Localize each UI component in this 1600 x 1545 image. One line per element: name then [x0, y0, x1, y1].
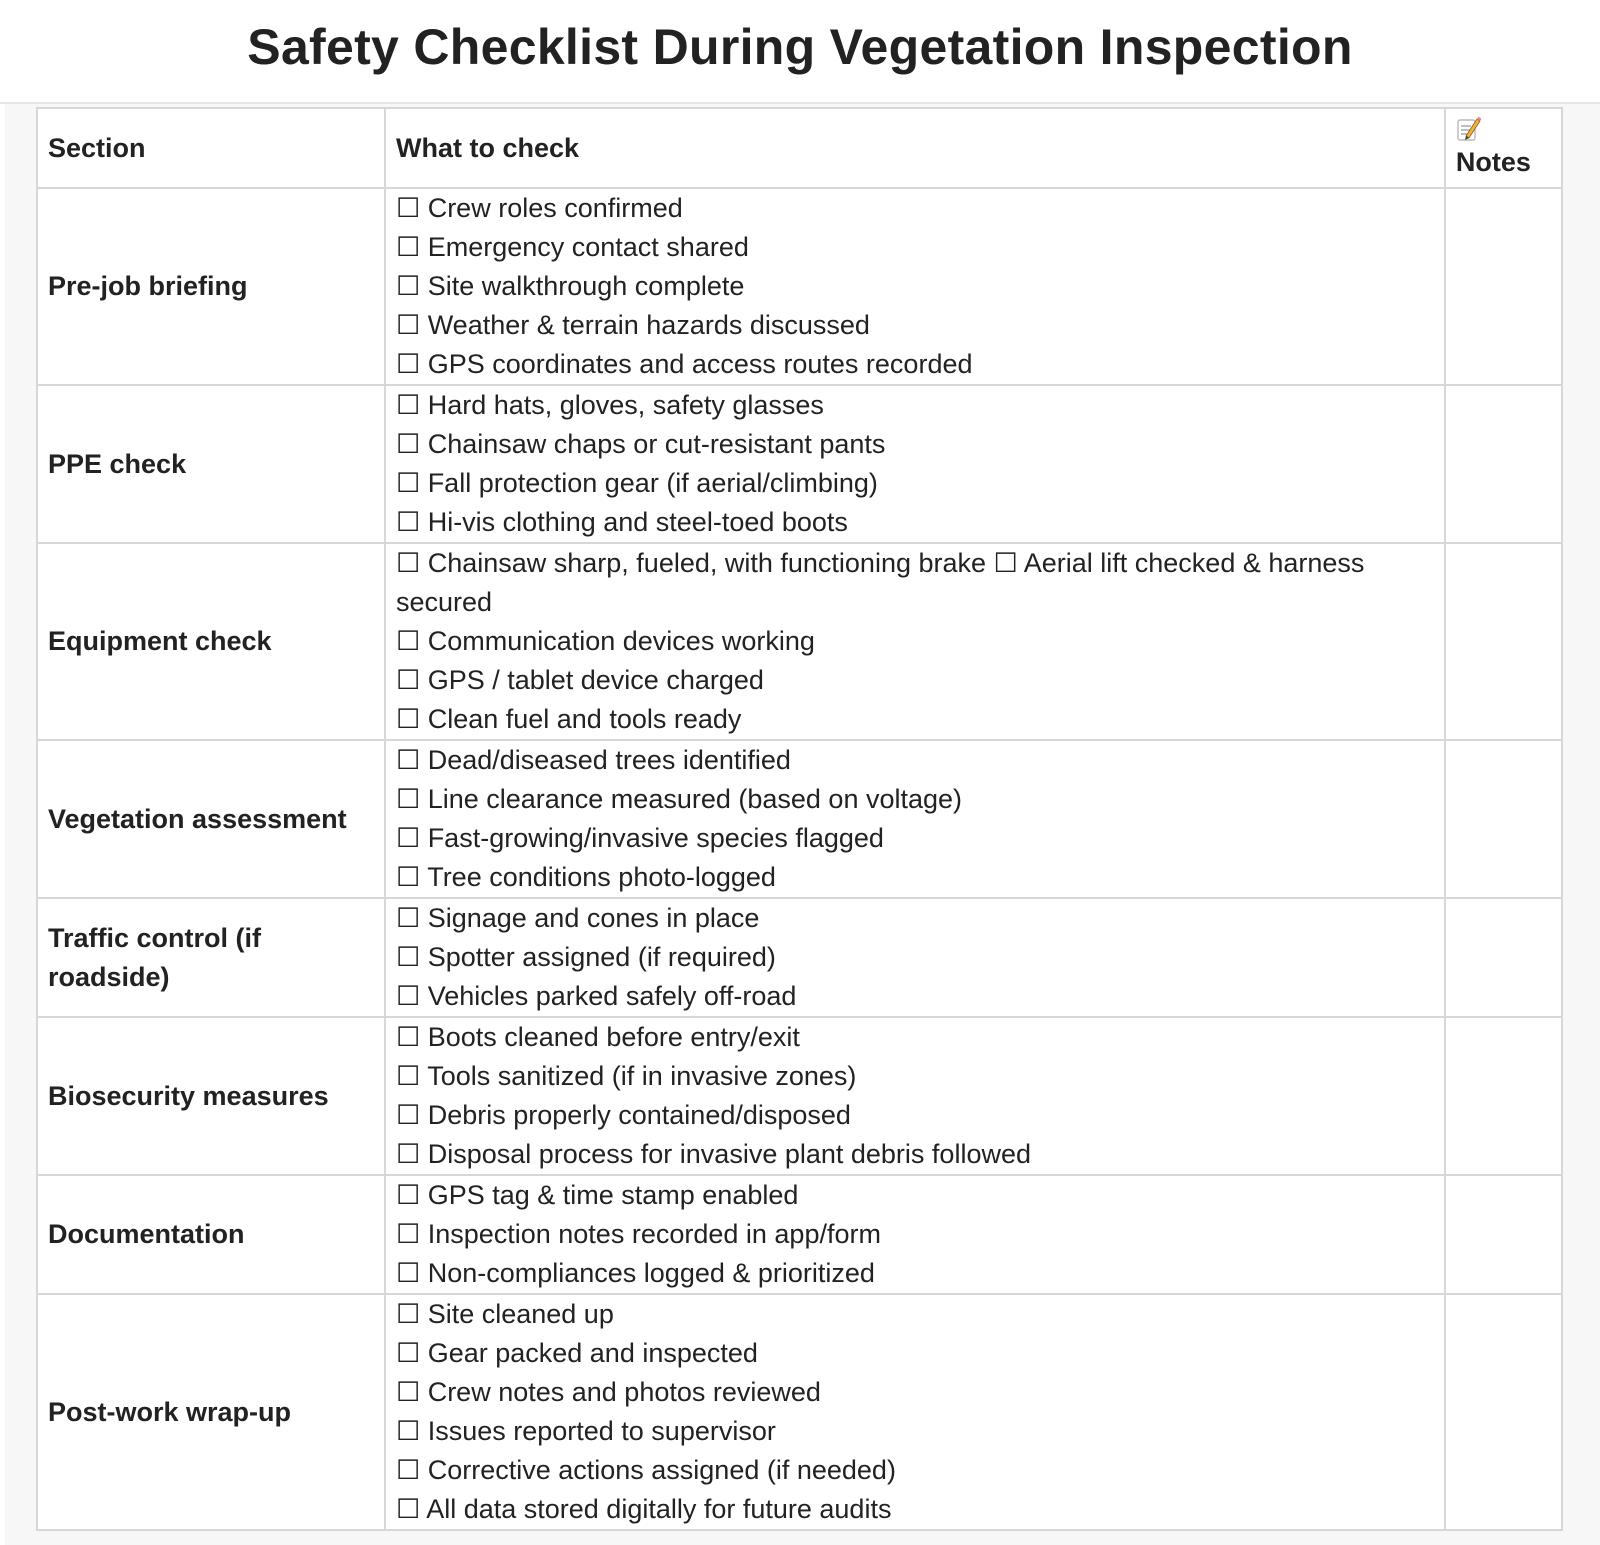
- title-bar: [0, 0, 1600, 104]
- checklist-item[interactable]: ☐ Boots cleaned before entry/exit: [395, 1022, 800, 1052]
- checklist-item[interactable]: ☐ Tools sanitized (if in invasive zones): [395, 1061, 857, 1091]
- checklist-item[interactable]: ☐ GPS coordinates and access routes recorded: [395, 349, 973, 379]
- checklist-item[interactable]: ☐ Chainsaw chaps or cut-resistant pants: [395, 429, 886, 459]
- table-row: [37, 1017, 1562, 1175]
- notes-cell[interactable]: [1445, 385, 1562, 543]
- checklist-item[interactable]: ☐ Spotter assigned (if required): [395, 942, 776, 972]
- notes-column-header: [1445, 108, 1562, 188]
- section-cell: Traffic control (if roadside): [37, 898, 385, 1017]
- table-row: [37, 740, 1562, 898]
- table-row: [37, 898, 1562, 1017]
- notes-cell[interactable]: [1445, 898, 1562, 1017]
- table-header-row: [37, 108, 1562, 188]
- notes-cell[interactable]: [1445, 740, 1562, 898]
- checklist-item[interactable]: ☐ All data stored digitally for future audits: [395, 1494, 892, 1524]
- checklist-item[interactable]: ☐ Crew notes and photos reviewed: [395, 1377, 821, 1407]
- notes-cell[interactable]: [1445, 1017, 1562, 1175]
- checklist-item[interactable]: ☐ GPS tag & time stamp enabled: [395, 1180, 799, 1210]
- checklist-item[interactable]: ☐ Crew roles confirmed: [395, 193, 683, 223]
- checklist-item[interactable]: ☐ Debris properly contained/disposed: [395, 1100, 851, 1130]
- checklist-item[interactable]: ☐ GPS / tablet device charged: [395, 665, 764, 695]
- table-row: [37, 385, 1562, 543]
- checklist-item[interactable]: ☐ Disposal process for invasive plant debris followed: [395, 1139, 1031, 1169]
- checklist-item[interactable]: ☐ Emergency contact shared: [395, 232, 749, 262]
- check-items-cell: [385, 898, 1445, 1017]
- checklist-item[interactable]: ☐ Hard hats, gloves, safety glasses: [395, 390, 824, 420]
- table-row: [37, 1294, 1562, 1530]
- table-row: [37, 1175, 1562, 1294]
- safety-checklist-table: [36, 107, 1563, 1531]
- check-items-cell: [385, 543, 1445, 740]
- checklist-item[interactable]: ☐ Hi-vis clothing and steel-toed boots: [395, 507, 848, 537]
- notes-cell[interactable]: [1445, 543, 1562, 740]
- notes-cell[interactable]: [1445, 1175, 1562, 1294]
- checklist-item[interactable]: ☐ Fast-growing/invasive species flagged: [395, 823, 884, 853]
- section-cell: Post-work wrap-up: [37, 1294, 385, 1530]
- check-items-cell: [385, 1017, 1445, 1175]
- check-items-cell: [385, 740, 1445, 898]
- checklist-item[interactable]: ☐ Line clearance measured (based on voltage): [395, 784, 963, 814]
- notes-header-label: Notes: [1455, 147, 1531, 177]
- checklist-item[interactable]: ☐ Vehicles parked safely off-road: [395, 981, 797, 1011]
- section-cell: Pre-job briefing: [37, 188, 385, 385]
- section-cell: Equipment check: [37, 543, 385, 740]
- document-sheet: [5, 104, 1600, 1545]
- checklist-item[interactable]: ☐ Communication devices working: [395, 626, 815, 656]
- checklist-item[interactable]: ☐ Inspection notes recorded in app/form: [395, 1219, 881, 1249]
- check-items-cell: [385, 385, 1445, 543]
- checklist-item[interactable]: ☐ Site cleaned up: [395, 1299, 614, 1329]
- checklist-item[interactable]: ☐ Chainsaw sharp, fueled, with functioning brake ☐ Aerial lift checked & harness secured: [395, 548, 1365, 617]
- section-cell: Documentation: [37, 1175, 385, 1294]
- section-cell: Biosecurity measures: [37, 1017, 385, 1175]
- page-title: Safety Checklist During Vegetation Inspection: [247, 19, 1353, 75]
- checklist-item[interactable]: ☐ Tree conditions photo-logged: [395, 862, 776, 892]
- check-items-cell: [385, 1175, 1445, 1294]
- check-items-cell: [385, 1294, 1445, 1530]
- checklist-item[interactable]: ☐ Clean fuel and tools ready: [395, 704, 742, 734]
- checklist-item[interactable]: ☐ Fall protection gear (if aerial/climbing): [395, 468, 878, 498]
- what-to-check-column-header: What to check: [385, 108, 1445, 188]
- checklist-item[interactable]: ☐ Issues reported to supervisor: [395, 1416, 776, 1446]
- memo-icon: [1456, 115, 1482, 143]
- notes-cell[interactable]: [1445, 188, 1562, 385]
- section-column-header: Section: [37, 108, 385, 188]
- checklist-item[interactable]: ☐ Site walkthrough complete: [395, 271, 745, 301]
- checklist-item[interactable]: ☐ Corrective actions assigned (if needed): [395, 1455, 896, 1485]
- checklist-item[interactable]: ☐ Signage and cones in place: [395, 903, 760, 933]
- section-cell: PPE check: [37, 385, 385, 543]
- section-cell: Vegetation assessment: [37, 740, 385, 898]
- checklist-item[interactable]: ☐ Gear packed and inspected: [395, 1338, 758, 1368]
- checklist-item[interactable]: ☐ Dead/diseased trees identified: [395, 745, 791, 775]
- checklist-item[interactable]: ☐ Weather & terrain hazards discussed: [395, 310, 870, 340]
- check-items-cell: [385, 188, 1445, 385]
- notes-cell[interactable]: [1445, 1294, 1562, 1530]
- table-row: [37, 543, 1562, 740]
- checklist-item[interactable]: ☐ Non-compliances logged & prioritized: [395, 1258, 875, 1288]
- table-row: [37, 188, 1562, 385]
